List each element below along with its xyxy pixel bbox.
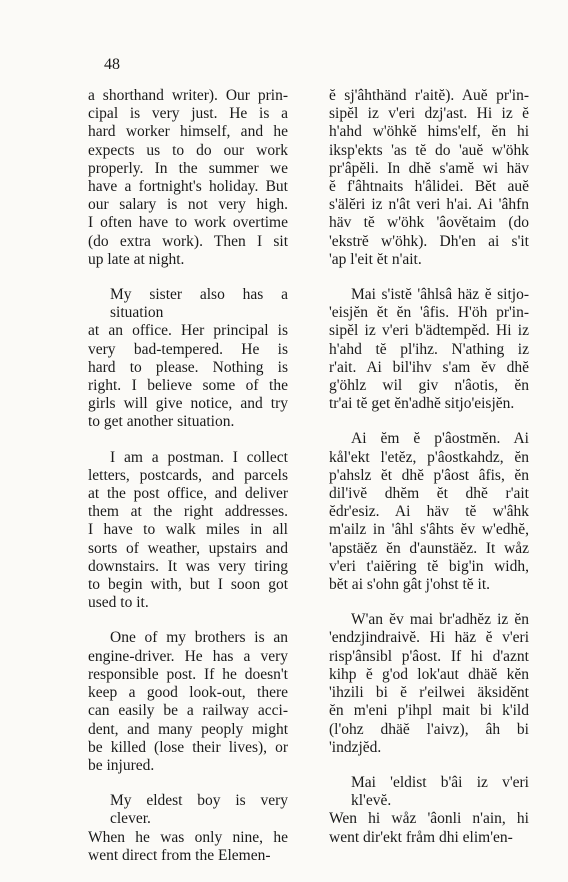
phonetic-line: 'ihzili bi ĕ r'eilwei äksidĕnt: [329, 684, 529, 702]
phonetic-line: 'ap l'eit ĕt n'ait.: [329, 250, 422, 268]
phonetic-line: tr'ai tĕ get ĕn'adhĕ sitjo'eisjĕn.: [329, 395, 515, 413]
phonetic-line: Mai 'eldist b'âi iz v'eri kl'evĕ.: [351, 773, 529, 810]
english-line: One of my brothers is an: [110, 629, 288, 647]
english-line: When he was only nine, he: [88, 828, 288, 846]
phonetic-line: went dir'ekt fråm dhi elim'en-: [329, 828, 513, 846]
page-number: 48: [104, 56, 120, 73]
english-line: expects us to do our work: [88, 141, 288, 159]
phonetic-paragraph: [329, 87, 529, 269]
phonetic-line: s'älĕri iz n'ât veri h'ai. Ai 'âhfn: [329, 196, 529, 214]
english-line: responsible post. If he doesn't: [88, 665, 288, 683]
phonetic-line: 'endzjindraivĕ. Hi häz ĕ v'eri: [329, 629, 529, 647]
english-line: at the post office, and deliver: [88, 485, 288, 503]
phonetic-line: 'indzjĕd.: [329, 738, 382, 756]
english-line: I have to walk miles in all: [88, 521, 288, 539]
phonetic-column: [329, 87, 529, 864]
phonetic-line: 'ekstrĕ w'öhk). Dh'en ai s'it: [329, 232, 529, 250]
phonetic-line: iksp'ekts 'as tĕ do 'auĕ w'öhk: [329, 141, 529, 159]
phonetic-line: pr'âpĕli. In dhĕ s'amĕ wi häv: [329, 159, 529, 177]
phonetic-line: Wen hi wåz 'âonli n'ain, hi: [329, 810, 529, 828]
phonetic-line: kål'ekt l'etĕz, p'âostkahdz, ĕn: [329, 448, 529, 466]
english-paragraph: [88, 286, 288, 432]
english-line: be injured.: [88, 756, 155, 774]
english-line: keep a good look-out, there: [88, 684, 288, 702]
phonetic-line: 'apstäĕz ĕn d'aunstäĕz. It wåz: [329, 539, 529, 557]
english-line: I am a postman. I collect: [110, 448, 288, 466]
english-line: at an office. Her principal is: [88, 322, 288, 340]
phonetic-line: p'ahslz ĕt dhĕ p'âost âfis, ĕn: [329, 466, 529, 484]
phonetic-line: h'ahd tĕ pl'ihz. N'athing iz: [329, 340, 529, 358]
english-line: hard worker himself, and he: [88, 123, 288, 141]
phonetic-line: dil'ivĕ dhĕm ĕt dhĕ r'ait: [329, 485, 529, 503]
phonetic-line: häv tĕ w'öhk 'âovĕtaim (do: [329, 214, 529, 232]
phonetic-line: h'ahd w'öhkĕ hims'elf, ĕn hi: [329, 123, 529, 141]
phonetic-line: 'eisjĕn ĕt ĕn 'âfis. H'öh pr'in-: [329, 304, 529, 322]
english-line: downstairs. It was very tiring: [88, 557, 288, 575]
phonetic-line: sipĕl iz v'eri b'ädtempĕd. Hi iz: [329, 322, 529, 340]
english-paragraph: [88, 87, 288, 269]
phonetic-line: r'ait. Ai bil'ihv s'am ĕv dhĕ: [329, 358, 529, 376]
phonetic-line: m'ailz in 'âhl s'âhts ĕv w'edhĕ,: [329, 521, 529, 539]
phonetic-line: W'an ĕv mai br'adhĕz iz ĕn: [351, 611, 529, 629]
english-line: a shorthand writer). Our prin-: [88, 87, 288, 104]
english-line: went direct from the Elemen-: [88, 846, 271, 864]
english-line: (do extra work). Then I sit: [88, 232, 288, 250]
phonetic-line: sipĕl iz v'eri dzj'ast. Hi iz ĕ: [329, 105, 529, 123]
english-line: I often have to work overtime: [88, 214, 288, 232]
english-line: right. I believe some of the: [88, 377, 288, 395]
phonetic-line: ĕ sj'âhthänd r'aitĕ). Auĕ pr'in-: [329, 87, 529, 104]
english-line: very bad-tempered. He is: [88, 340, 288, 358]
english-line: My eldest boy is very clever.: [110, 792, 288, 828]
phonetic-line: (l'ohz dhäĕ l'aivz), âh bi: [329, 720, 529, 738]
english-line: up late at night.: [88, 250, 185, 268]
english-paragraph: [88, 449, 288, 613]
english-line: My sister also has a situation: [110, 286, 288, 322]
phonetic-line: risp'ânsibl p'âost. If hi d'aznt: [329, 647, 529, 665]
phonetic-line: Ai ĕm ĕ p'âostmĕn. Ai: [351, 430, 529, 448]
english-column: [88, 87, 288, 882]
phonetic-line: ĕdr'esiz. Ai häv tĕ w'âhk: [329, 503, 529, 521]
english-paragraph: [88, 629, 288, 775]
english-line: to begin with, but I soon got: [88, 576, 288, 594]
phonetic-line: g'öhlz wil giv n'âotis, ĕn: [329, 377, 529, 395]
phonetic-line: bĕt ai s'ohn gât j'ohst tĕ it.: [329, 576, 490, 594]
english-line: them at the right addresses.: [88, 503, 288, 521]
english-line: be killed (lose their lives), or: [88, 738, 288, 756]
phonetic-line: Mai s'istĕ 'âhlsâ häz ĕ sitjo-: [351, 286, 529, 304]
english-line: have a fortnight's holiday. But: [88, 178, 288, 196]
english-line: sorts of weather, upstairs and: [88, 539, 288, 557]
english-line: to get another situation.: [88, 413, 235, 431]
english-line: dent, and many peoply might: [88, 720, 288, 738]
english-line: properly. In the summer we: [88, 159, 288, 177]
phonetic-paragraph: [329, 430, 529, 594]
english-line: our salary is not very high.: [88, 196, 288, 214]
phonetic-line: v'eri t'aiĕring tĕ big'in widh,: [329, 557, 529, 575]
english-line: engine-driver. He has a very: [88, 647, 288, 665]
phonetic-paragraph: [329, 286, 529, 413]
phonetic-line: ĕ f'âhtnaits h'âlidei. Bĕt auĕ: [329, 178, 529, 196]
phonetic-line: ĕn m'eni p'ihpl mait bi k'ild: [329, 702, 529, 720]
phonetic-paragraph: [329, 611, 529, 757]
english-line: girls will give notice, and try: [88, 395, 288, 413]
english-line: cipal is very just. He is a: [88, 105, 288, 123]
english-line: hard to please. Nothing is: [88, 358, 288, 376]
phonetic-line: kihp ĕ g'od lok'aut dhäĕ kĕn: [329, 665, 529, 683]
english-paragraph: [88, 792, 288, 865]
english-line: letters, postcards, and parcels: [88, 466, 288, 484]
phonetic-paragraph: [329, 774, 529, 847]
english-line: can easily be a railway acci-: [88, 702, 288, 720]
english-line: used to it.: [88, 594, 149, 612]
